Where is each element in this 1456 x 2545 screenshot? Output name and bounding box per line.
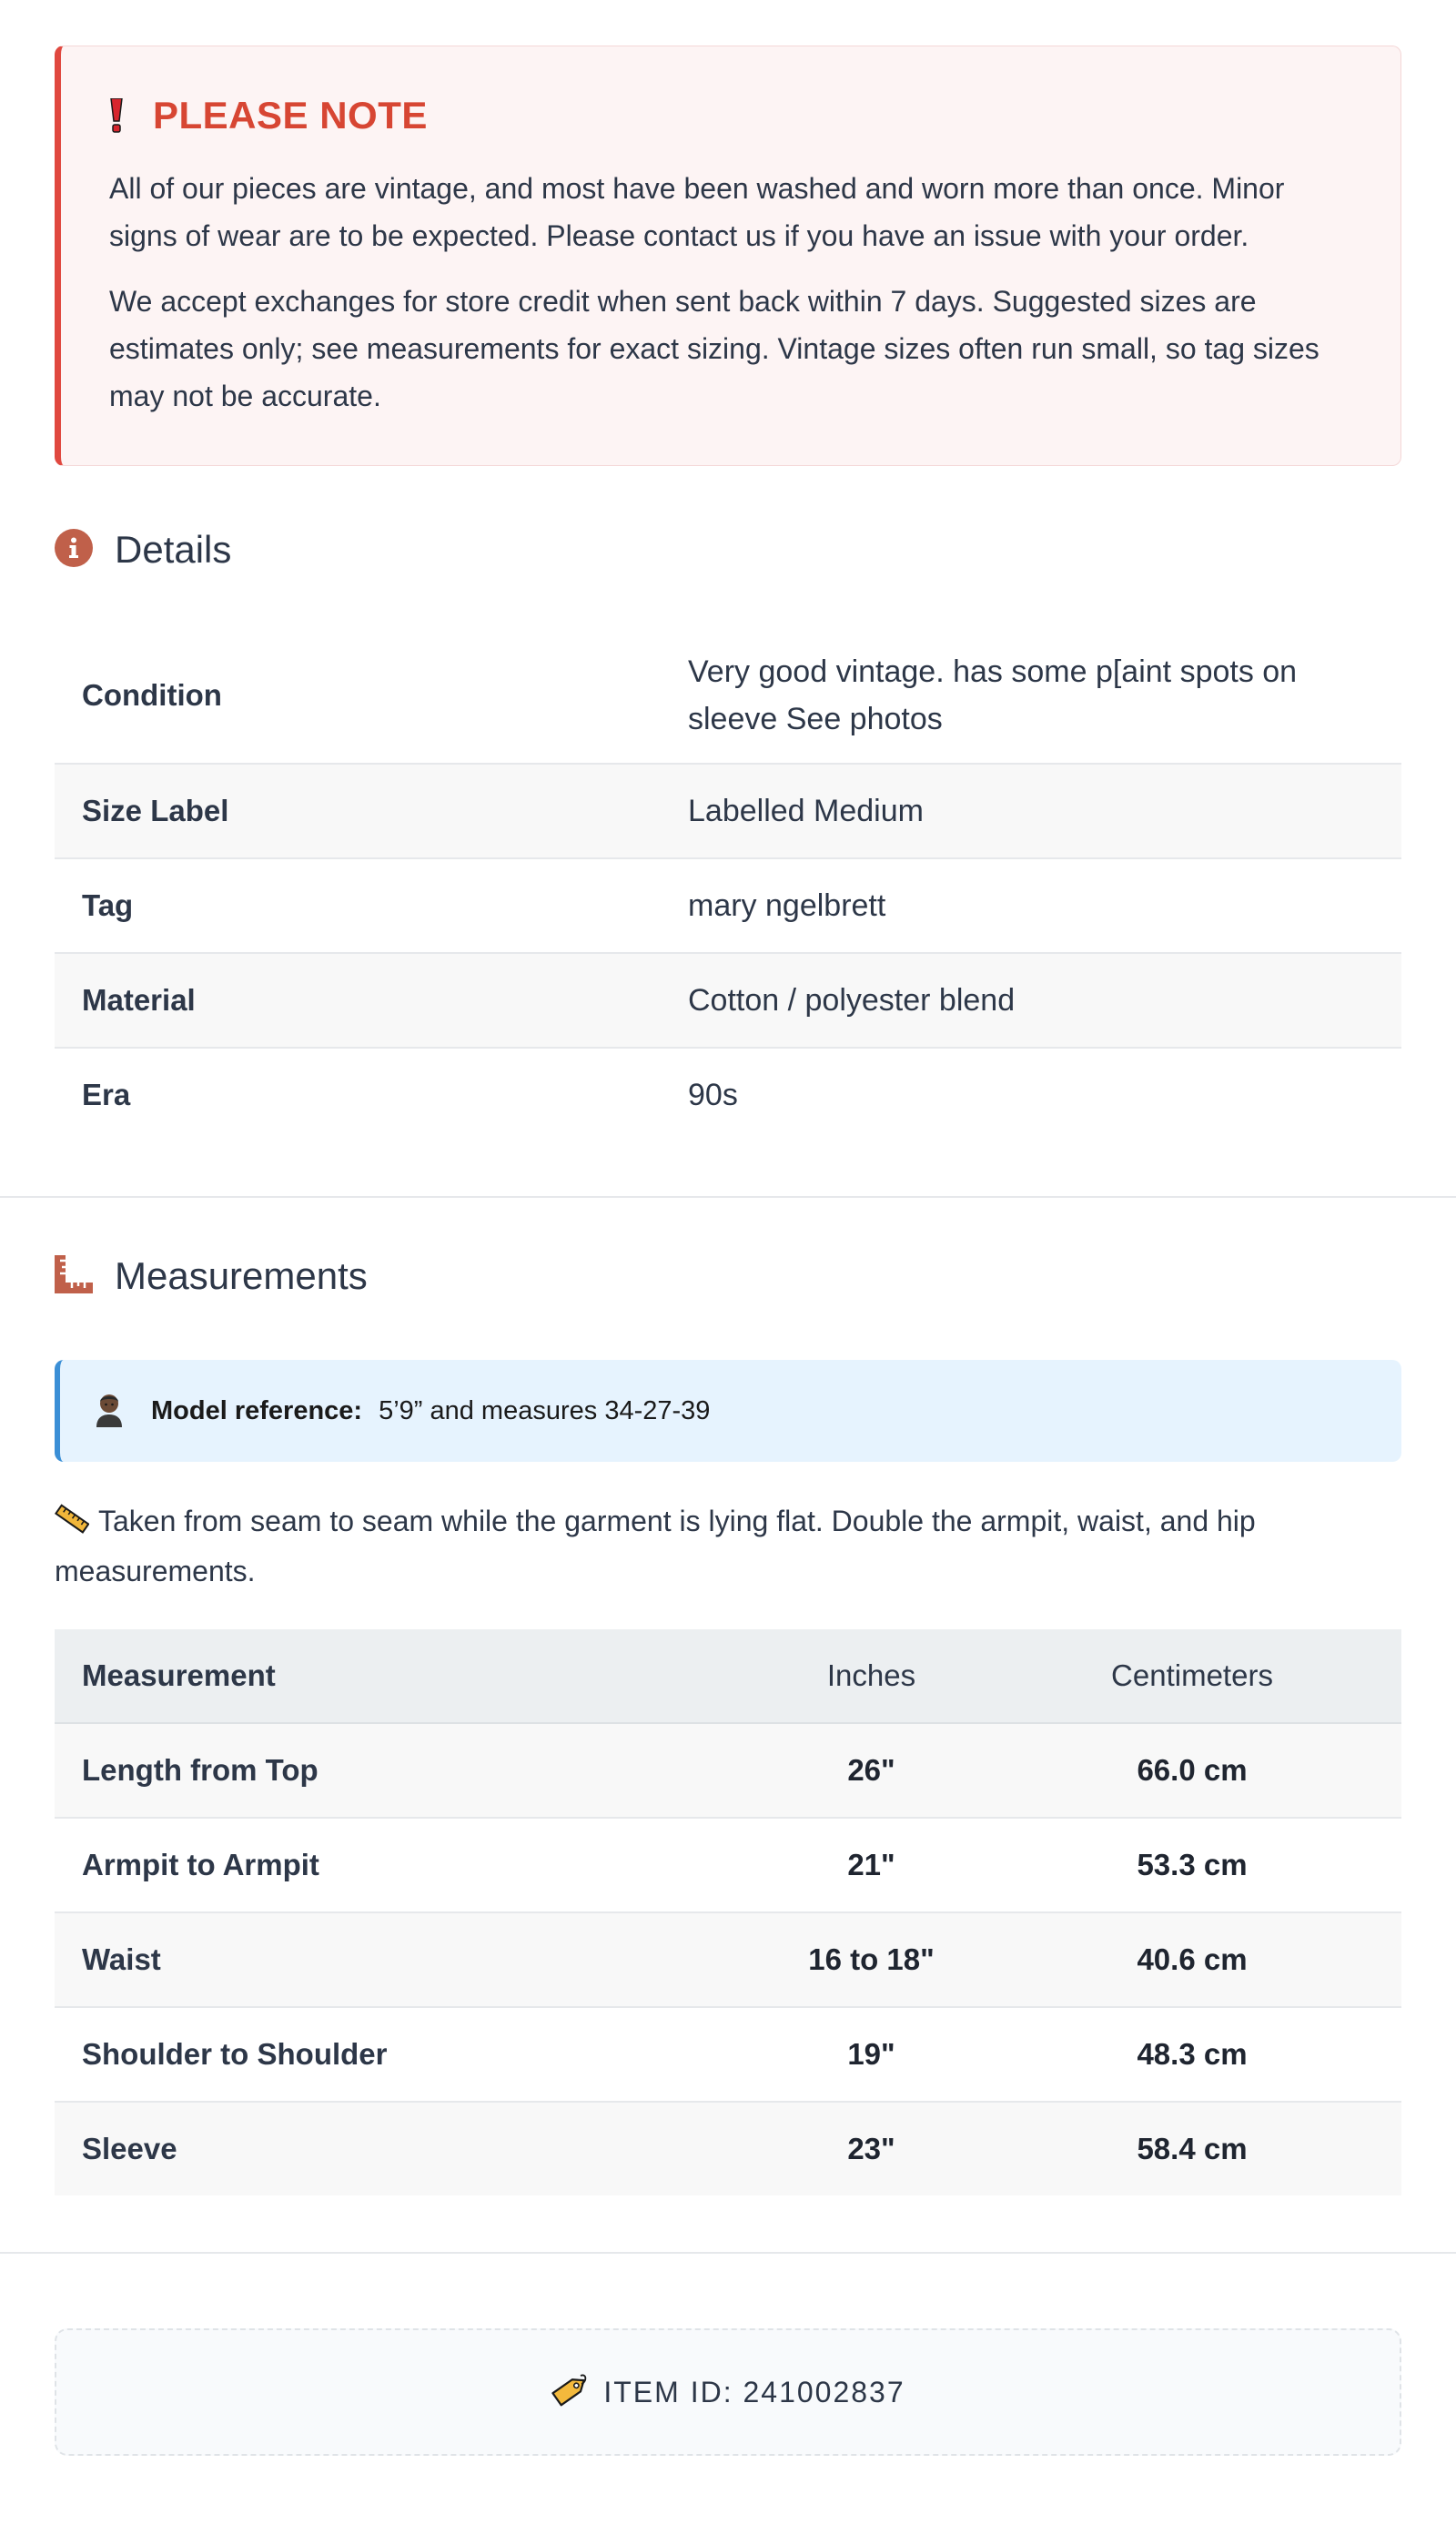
notice-paragraph-2: We accept exchanges for store credit when sent back within 7 days. Suggested sizes are estimates only; see measurements for exact sizing. Vintage sizes often run small, so tag sizes may not be accurate. (109, 285, 1320, 412)
measurement-cm: 40.6 cm (1137, 1942, 1248, 1976)
instruction-text: Taken from seam to seam while the garment is lying flat. Double the armpit, waist, and hip measurements. (55, 1505, 1256, 1587)
measurement-name: Armpit to Armpit (82, 1848, 319, 1881)
table-row (55, 2008, 1401, 2103)
column-header-centimeters: Centimeters (1111, 1658, 1273, 1692)
model-reference-box (55, 1360, 1401, 1462)
column-header-inches: Inches (826, 1658, 916, 1692)
measurements-heading (55, 1254, 1401, 1298)
measurements-table (55, 1629, 1401, 2195)
section-divider (0, 1196, 1456, 1198)
details-label: Era (82, 1078, 131, 1111)
measurement-cm: 48.3 cm (1137, 2037, 1248, 2071)
details-table (55, 628, 1401, 1141)
measurement-cm: 66.0 cm (1137, 1753, 1248, 1787)
details-value: Very good vintage. has some p[aint spots on sleeve See photos (688, 654, 1298, 736)
measurements-title: Measurements (115, 1254, 368, 1297)
notice-header (109, 94, 1355, 137)
item-id-label: ITEM ID: 241002837 (603, 2375, 905, 2408)
ruler-icon (55, 1502, 89, 1548)
table-row (55, 1913, 1401, 2008)
column-header-measurement: Measurement (82, 1658, 276, 1692)
notice-box (55, 46, 1401, 466)
details-value: Labelled Medium (688, 794, 924, 828)
details-label: Material (82, 983, 196, 1017)
measurement-inches: 16 to 18" (808, 1942, 935, 1976)
notice-title: PLEASE NOTE (153, 94, 428, 137)
details-label: Condition (82, 678, 222, 712)
measurement-instruction (55, 1498, 1401, 1595)
info-icon (55, 529, 93, 572)
measurement-name: Sleeve (82, 2132, 177, 2165)
details-row-condition (55, 628, 1401, 765)
measurement-name: Shoulder to Shoulder (82, 2037, 388, 2071)
price-tag-icon (551, 2371, 589, 2414)
measurement-inches: 23" (847, 2132, 895, 2165)
details-title: Details (115, 528, 232, 571)
item-id-box (55, 2328, 1401, 2456)
notice-paragraph-1: All of our pieces are vintage, and most have been washed and worn more than once. Minor signs of wear are to be expected. Please contact us if you have an issue with your order. (109, 172, 1285, 252)
table-row (55, 1819, 1401, 1913)
exclamation-icon (109, 98, 140, 133)
measurement-inches: 21" (847, 1848, 895, 1881)
ruler-combined-icon (55, 1255, 93, 1298)
person-icon (93, 1391, 126, 1432)
details-value: 90s (688, 1078, 738, 1112)
details-value: Cotton / polyester blend (688, 983, 1016, 1018)
measurement-cm: 58.4 cm (1137, 2132, 1248, 2165)
details-row-material (55, 954, 1401, 1049)
details-label: Size Label (82, 794, 229, 827)
table-body (55, 1724, 1401, 2195)
measurement-cm: 53.3 cm (1137, 1848, 1248, 1881)
measurement-inches: 19" (847, 2037, 895, 2071)
details-row-tag (55, 859, 1401, 954)
section-divider (0, 2252, 1456, 2254)
table-row (55, 2103, 1401, 2195)
model-reference-label: Model reference: (151, 1395, 363, 1425)
model-reference-value: 5’9” and measures 34-27-39 (379, 1395, 711, 1425)
measurement-inches: 26" (847, 1753, 895, 1787)
details-label: Tag (82, 888, 134, 922)
table-header-row (55, 1629, 1401, 1724)
table-row (55, 1724, 1401, 1819)
details-heading (55, 528, 1401, 572)
details-row-size-label (55, 765, 1401, 859)
details-value: mary ngelbrett (688, 888, 886, 923)
details-row-era (55, 1049, 1401, 1141)
measurement-name: Waist (82, 1942, 161, 1976)
measurement-name: Length from Top (82, 1753, 318, 1787)
